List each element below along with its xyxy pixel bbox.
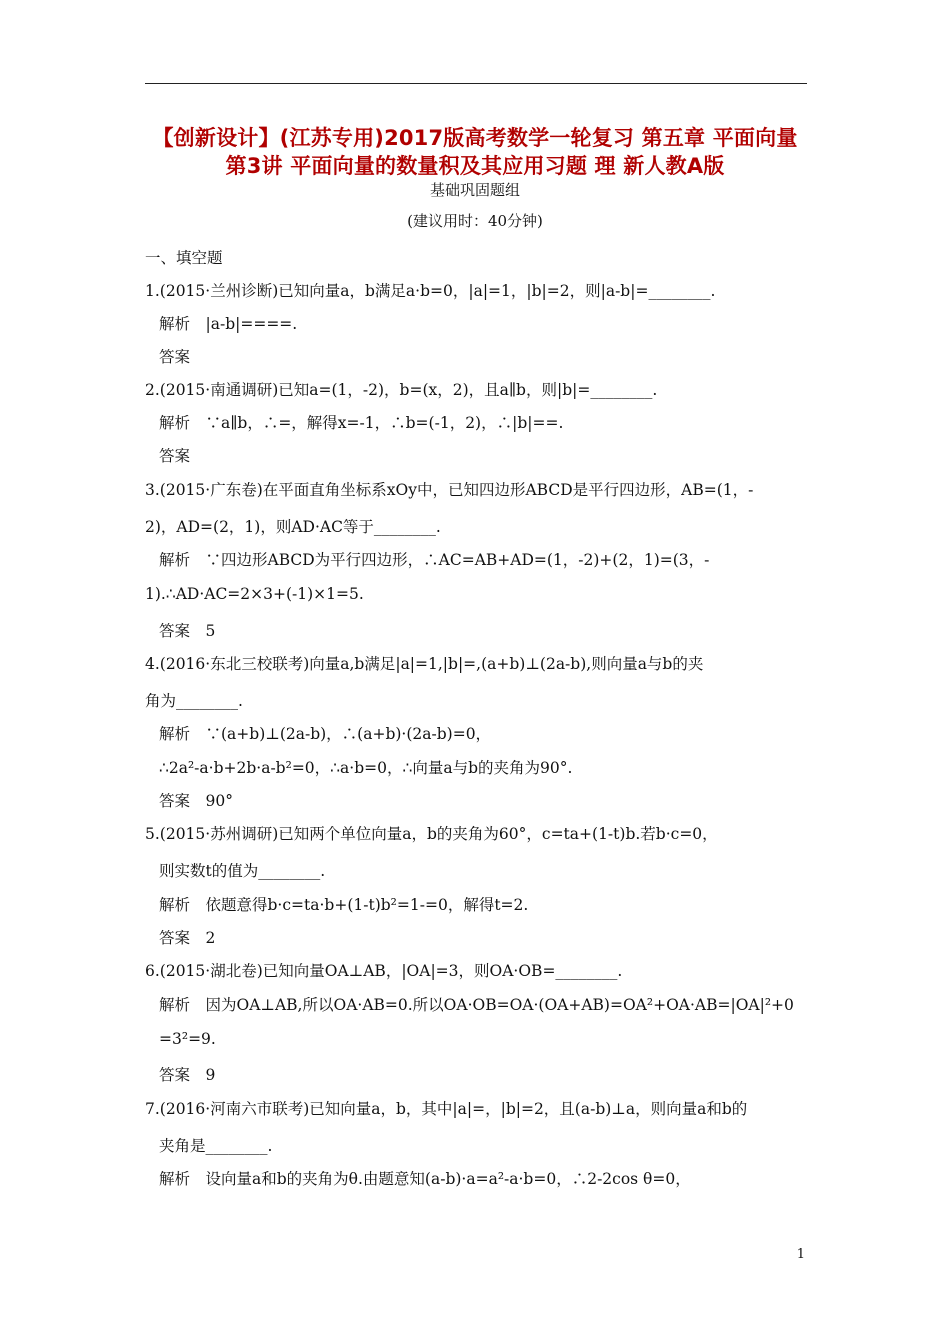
problem-6-answer: 答案 9	[159, 1066, 216, 1084]
problem-4-answer: 答案 90°	[159, 792, 233, 810]
problem-5-answer: 答案 2	[159, 929, 216, 947]
problem-4-analysis: 解析 ∵(a+b)⊥(2a-b)，∴(a+b)·(2a-b)=0，	[159, 725, 492, 743]
problem-2-answer: 答案	[159, 447, 191, 465]
time-hint: (建议用时：40分钟)	[407, 212, 543, 230]
page-number: 1	[796, 1247, 805, 1262]
problem-6-line: 6.(2015·湖北卷)已知向量OA⊥AB，|OA|=3，则OA·OB=________.	[145, 962, 623, 980]
problem-3-analysis: 1).∴AD·AC=2×3+(-1)×1=5.	[145, 585, 364, 603]
section-heading: 一、填空题	[145, 249, 223, 267]
problem-2-analysis: 解析 ∵a∥b，∴=，解得x=-1，∴b=(-1，2)，∴|b|==.	[159, 414, 564, 432]
problem-3-answer: 答案 5	[159, 622, 216, 640]
problem-6-analysis: 解析 因为OA⊥AB,所以OA·AB=0.所以OA·OB=OA·(OA+AB)=OA²+OA·AB=|OA|²+0	[159, 996, 794, 1014]
problem-4-analysis: ∴2a²-a·b+2b·a-b²=0，∴a·b=0，∴向量a与b的夹角为90°.	[159, 759, 573, 777]
problem-5-line: 则实数t的值为________.	[159, 862, 326, 880]
problem-6-analysis: =3²=9.	[159, 1030, 216, 1048]
problem-7-analysis: 解析 设向量a和b的夹角为θ.由题意知(a-b)·a=a²-a·b=0，∴2-2cos θ=0，	[159, 1170, 691, 1188]
problem-2-line: 2.(2015·南通调研)已知a=(1，-2)，b=(x，2)，且a∥b，则|b|=________.	[145, 381, 658, 399]
problem-5-line: 5.(2015·苏州调研)已知两个单位向量a，b的夹角为60°，c=ta+(1-t)b.若b·c=0，	[145, 825, 718, 843]
problem-3-line: 2)，AD=(2，1)，则AD·AC等于________.	[145, 518, 441, 536]
problem-7-line: 7.(2016·河南六市联考)已知向量a，b，其中|a|=，|b|=2，且(a-b)⊥a，则向量a和b的	[145, 1100, 748, 1118]
problem-4-line: 角为________.	[145, 692, 243, 710]
problem-1-analysis: 解析 |a-b|====.	[159, 315, 298, 333]
problem-4-line: 4.(2016·东北三校联考)向量a,b满足|a|=1,|b|=,(a+b)⊥(2a-b),则向量a与b的夹	[145, 655, 704, 673]
problem-3-analysis: 解析 ∵四边形ABCD为平行四边形，∴AC=AB+AD=(1，-2)+(2，1)=(3，-	[159, 551, 710, 569]
problem-1-answer: 答案	[159, 348, 191, 366]
problem-3-line: 3.(2015·广东卷)在平面直角坐标系xOy中，已知四边形ABCD是平行四边形，AB=(1，-	[145, 481, 754, 499]
doc-title-line1: 【创新设计】(江苏专用)2017版高考数学一轮复习 第五章 平面向量	[152, 126, 798, 150]
header-rule	[145, 83, 807, 84]
problem-7-line: 夹角是________.	[159, 1137, 273, 1155]
problem-5-analysis: 解析 依题意得b·c=ta·b+(1-t)b²=1-=0，解得t=2.	[159, 896, 529, 914]
problem-1-line: 1.(2015·兰州诊断)已知向量a，b满足a·b=0，|a|=1，|b|=2，则|a-b|=________.	[145, 282, 716, 300]
group-label: 基础巩固题组	[429, 181, 520, 199]
doc-title-line2: 第3讲 平面向量的数量积及其应用习题 理 新人教A版	[225, 154, 725, 178]
